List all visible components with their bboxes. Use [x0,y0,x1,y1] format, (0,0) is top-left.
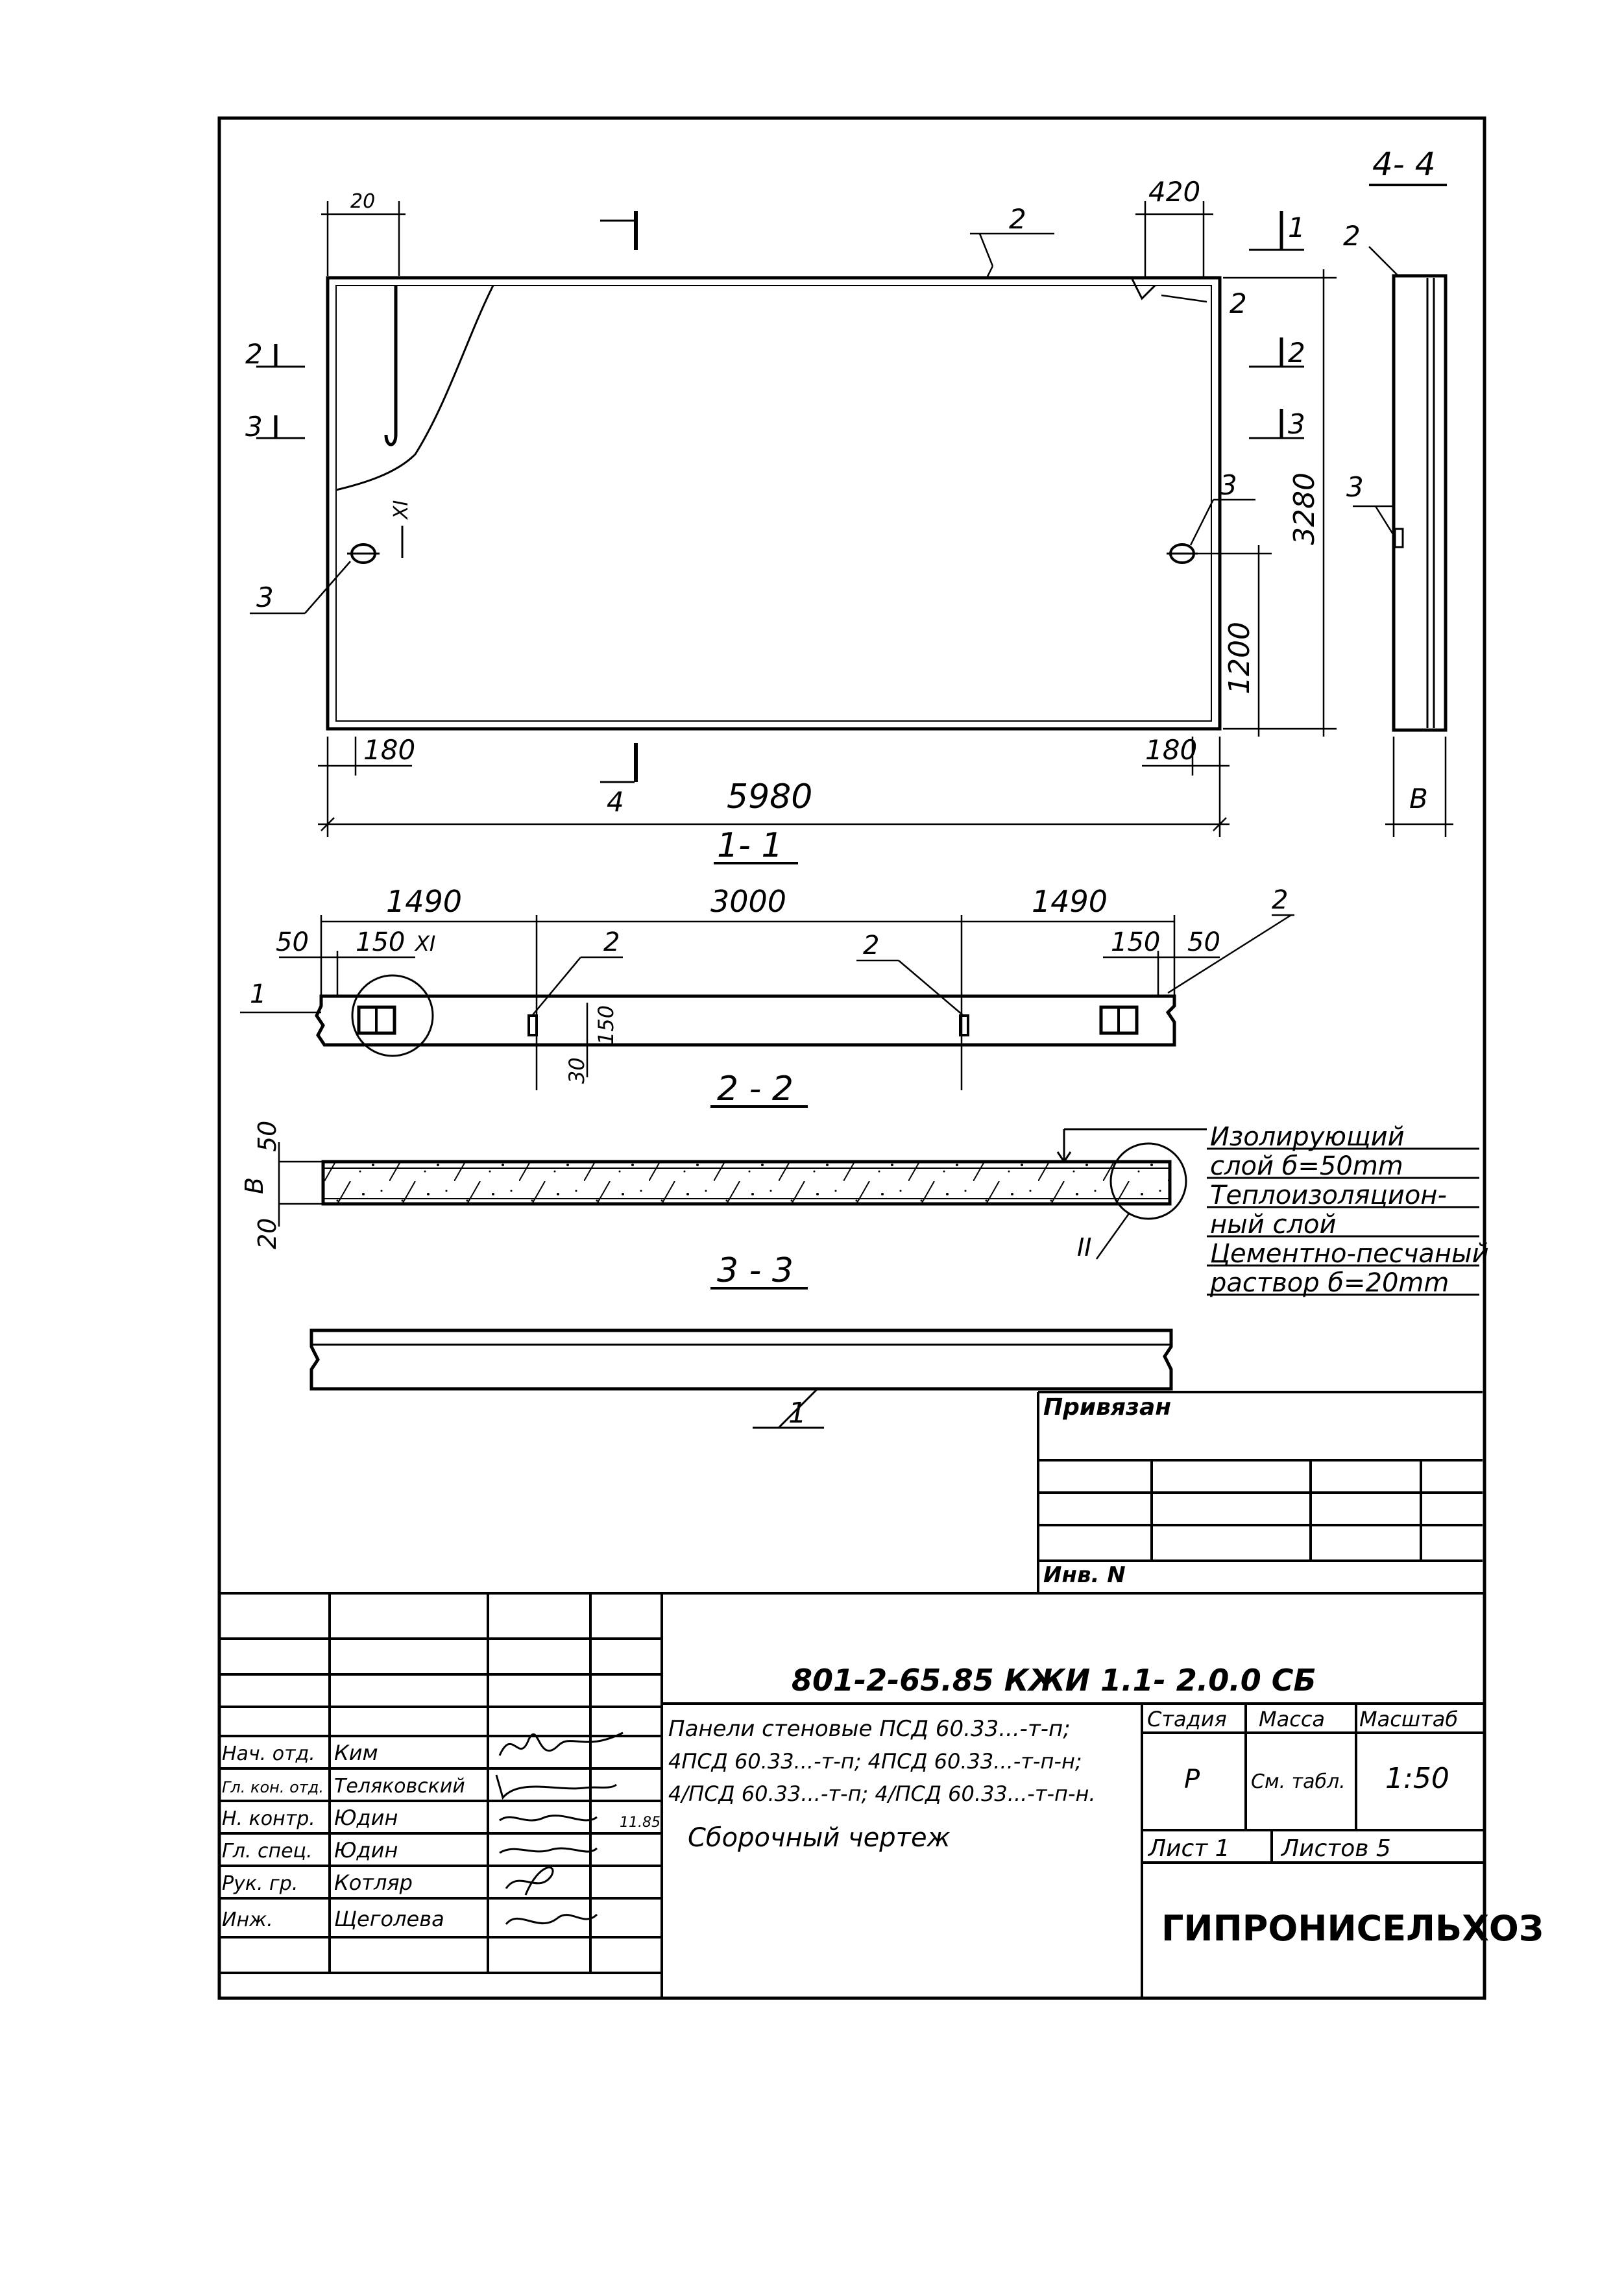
note-line-5: Цементно-песчаный [1210,1239,1489,1269]
side-leader-3: 3 [1346,471,1364,503]
scale-value: 1:50 [1385,1762,1449,1795]
signature-role-3: Н. контр. [222,1807,315,1830]
detail-xi-plan: XI [390,500,413,519]
label-180-right: 180 [1145,734,1198,766]
signature-role-2: Гл. кон. отд. [222,1778,324,1796]
dim-50-right: 50 [1187,927,1220,957]
label-1200: 1200 [1223,622,1256,694]
label-overall-width: 5980 [727,777,813,816]
signature-role-5: Рук. гр. [222,1872,298,1895]
section-label-44: 4- 4 [1372,145,1436,183]
label-3280: 3280 [1288,472,1321,545]
side-dim-b: B [1409,783,1428,814]
section-label-33: 3 - 3 [717,1251,794,1290]
section11-leader-2b: 2 [863,931,880,960]
label-top-left-20: 20 [350,190,376,213]
dim-1490-left: 1490 [386,884,463,919]
dim-20: 20 [253,1217,282,1249]
description-line-3: 4/ПСД 60.33...-т-п; 4/ПСД 60.33...-т-п-н. [668,1781,1096,1806]
label-420: 420 [1148,176,1201,208]
signature-name-6: Щеголева [334,1907,444,1931]
cut-3-left: 3 [245,411,263,443]
leader-3-left: 3 [256,581,274,613]
description-line-2: 4ПСД 60.33...-т-п; 4ПСД 60.33...-т-п-н; [668,1749,1082,1774]
signature-name-3: Юдин [334,1805,398,1830]
section33-leader-1: 1 [788,1397,806,1430]
dim-50-left: 50 [276,927,309,957]
signature-name-4: Юдин [334,1838,398,1863]
signature-name-5: Котляр [334,1870,413,1895]
section11-leader-1: 1 [250,979,267,1009]
section-label-22: 2 - 2 [717,1070,794,1108]
side-leader-2: 2 [1343,220,1361,252]
cut-3-right: 3 [1288,408,1305,440]
dim-150-left: 150 [356,927,406,957]
leader-2-right: 2 [1230,287,1247,319]
dim-150-vert: 150 [594,1005,618,1045]
section11-leader-2c: 2 [1272,885,1289,915]
description-line-4: Сборочный чертеж [688,1823,951,1853]
description-line-1: Панели стеновые ПСД 60.33...-т-п; [668,1716,1071,1742]
signature-name-2: Теляковский [334,1775,465,1798]
section11-leader-2a: 2 [603,927,620,957]
cut-1: 1 [1288,212,1305,243]
cut-2-left: 2 [245,338,263,370]
note-line-3: Теплоизоляцион- [1210,1180,1447,1210]
scale-header: Масштаб [1359,1707,1459,1731]
stage-header: Стадия [1147,1707,1227,1731]
label-180-left: 180 [363,734,416,766]
dim-30: 30 [564,1057,589,1084]
binding-title: Привязан [1043,1394,1172,1421]
inventory-number-label: Инв. N [1043,1562,1126,1588]
dim-3000: 3000 [710,884,787,919]
section-label-11: 1- 1 [717,826,783,865]
date-note: 11.85 [620,1815,661,1831]
cut-2-right: 2 [1288,337,1305,369]
signature-role-1: Нач. отд. [222,1743,315,1765]
document-code: 801-2-65.85 КЖИ 1.1- 2.0.0 СБ [792,1663,1316,1698]
detail-xi-section: XI [415,931,436,956]
cut-4: 4 [607,786,624,818]
note-line-6: раствор б=20mm [1210,1268,1449,1298]
note-line-2: слой б=50mm [1210,1151,1403,1181]
note-line-4: ный слой [1210,1210,1337,1240]
dim-1490-right: 1490 [1032,884,1108,919]
dim-50: 50 [253,1120,282,1152]
mass-header: Масса [1259,1707,1326,1731]
organization-name: ГИПРОНИСЕЛЬХОЗ [1161,1908,1544,1949]
stage-value: Р [1184,1765,1200,1794]
detail-ii: II [1077,1233,1092,1262]
signature-name-1: Ким [334,1741,378,1765]
mass-value: См. табл. [1251,1770,1346,1793]
leader-2-top: 2 [1009,203,1026,235]
signature-role-6: Инж. [222,1909,273,1931]
sheets-label: Листов 5 [1281,1835,1391,1862]
leader-3-right: 3 [1220,469,1237,501]
dim-b: B [240,1177,269,1194]
note-line-1: Изолирующий [1210,1122,1405,1152]
dim-150-right: 150 [1111,927,1161,957]
sheet-label: Лист 1 [1148,1835,1230,1862]
signature-role-4: Гл. спец. [222,1840,313,1863]
